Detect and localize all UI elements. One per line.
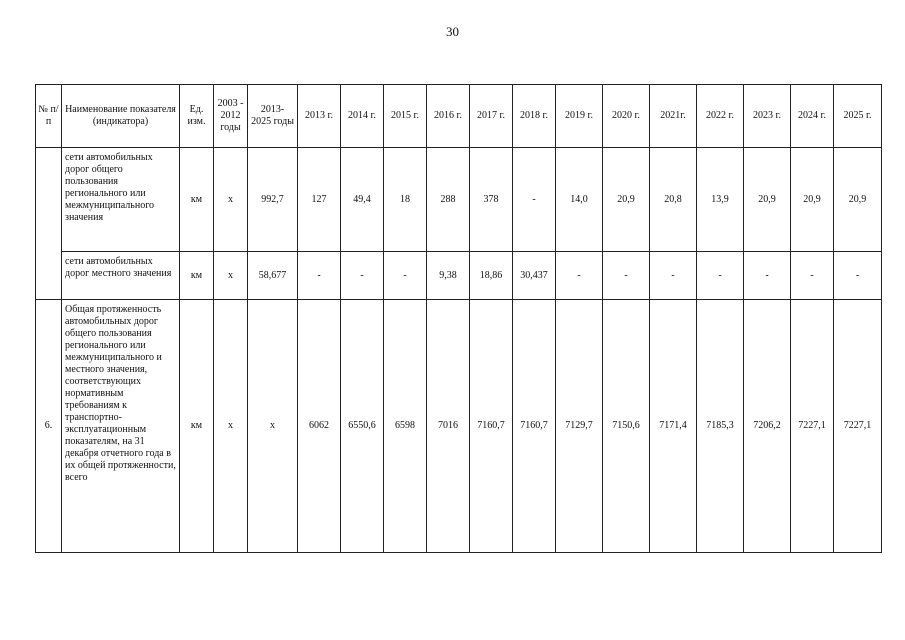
header-year: 2016 г. [427,85,470,148]
row-value: 20,9 [603,148,650,252]
row-value: 7171,4 [650,300,697,553]
table-row [36,148,882,252]
row-value: 6598 [384,300,427,553]
header-year: 2013 г. [298,85,341,148]
header-year: 2014 г. [341,85,384,148]
header-year: 2021г. [650,85,697,148]
table-row [36,300,882,553]
row-value: - [697,252,744,300]
page-number: 30 [446,24,459,39]
row-value: 18,86 [470,252,513,300]
row-value: 6062 [298,300,341,553]
row-value: 20,9 [744,148,791,252]
header-year: 2018 г. [513,85,556,148]
header-name: Наименование показателя (индикатора) [62,85,180,148]
header-year: 2024 г. [791,85,834,148]
row-period1: x [214,148,248,252]
row-name: сети автомобильных дорог общего пользования регионального или межмуниципального значения [62,148,180,252]
row-value: 9,38 [427,252,470,300]
row-period1: x [214,300,248,553]
row-value: - [513,148,556,252]
row-value: - [556,252,603,300]
row-value: 7160,7 [513,300,556,553]
header-row [36,85,882,148]
row-value: 14,0 [556,148,603,252]
row-num [36,252,62,300]
header-unit: Ед. изм. [180,85,214,148]
row-value: 20,8 [650,148,697,252]
row-value: 7185,3 [697,300,744,553]
row-value: 288 [427,148,470,252]
row-value: 7227,1 [834,300,882,553]
header-period-2013-2025: 2013- 2025 годы [248,85,298,148]
table-row [36,252,882,300]
row-period2: 992,7 [248,148,298,252]
header-year: 2023 г. [744,85,791,148]
row-name: сети автомобильных дорог местного значения [62,252,180,300]
row-num: 6. [36,300,62,553]
row-value: 20,9 [834,148,882,252]
row-unit: км [180,300,214,553]
row-value: - [791,252,834,300]
header-year: 2020 г. [603,85,650,148]
row-unit: км [180,148,214,252]
row-value: - [744,252,791,300]
row-value: - [650,252,697,300]
row-value: 7206,2 [744,300,791,553]
row-value: - [834,252,882,300]
row-value: - [341,252,384,300]
row-value: - [603,252,650,300]
row-value: 30,437 [513,252,556,300]
row-period1: x [214,252,248,300]
header-year: 2022 г. [697,85,744,148]
row-value: 127 [298,148,341,252]
row-period2: 58,677 [248,252,298,300]
header-year: 2017 г. [470,85,513,148]
row-value: 6550,6 [341,300,384,553]
header-year: 2019 г. [556,85,603,148]
row-value: 20,9 [791,148,834,252]
row-value: 7129,7 [556,300,603,553]
indicators-table [35,84,882,553]
row-value: 7016 [427,300,470,553]
row-period2: x [248,300,298,553]
header-num: № п/п [36,85,62,148]
row-unit: км [180,252,214,300]
row-name: Общая протяженность автомобильных дорог общего пользования регионального или межмуниципального и местного значения, соответствующих нормативным требованиям к транспортно-эксплуатационным показателям, на 31 декабря отчетного года в их общей протяженности, всего [62,300,180,553]
row-value: - [298,252,341,300]
row-value: 7227,1 [791,300,834,553]
row-value: 49,4 [341,148,384,252]
header-year: 2025 г. [834,85,882,148]
row-value: 7160,7 [470,300,513,553]
header-period-2003-2012: 2003 - 2012 годы [214,85,248,148]
row-value: 378 [470,148,513,252]
row-value: 7150,6 [603,300,650,553]
row-value: 18 [384,148,427,252]
header-year: 2015 г. [384,85,427,148]
row-num [36,148,62,252]
row-value: - [384,252,427,300]
row-value: 13,9 [697,148,744,252]
